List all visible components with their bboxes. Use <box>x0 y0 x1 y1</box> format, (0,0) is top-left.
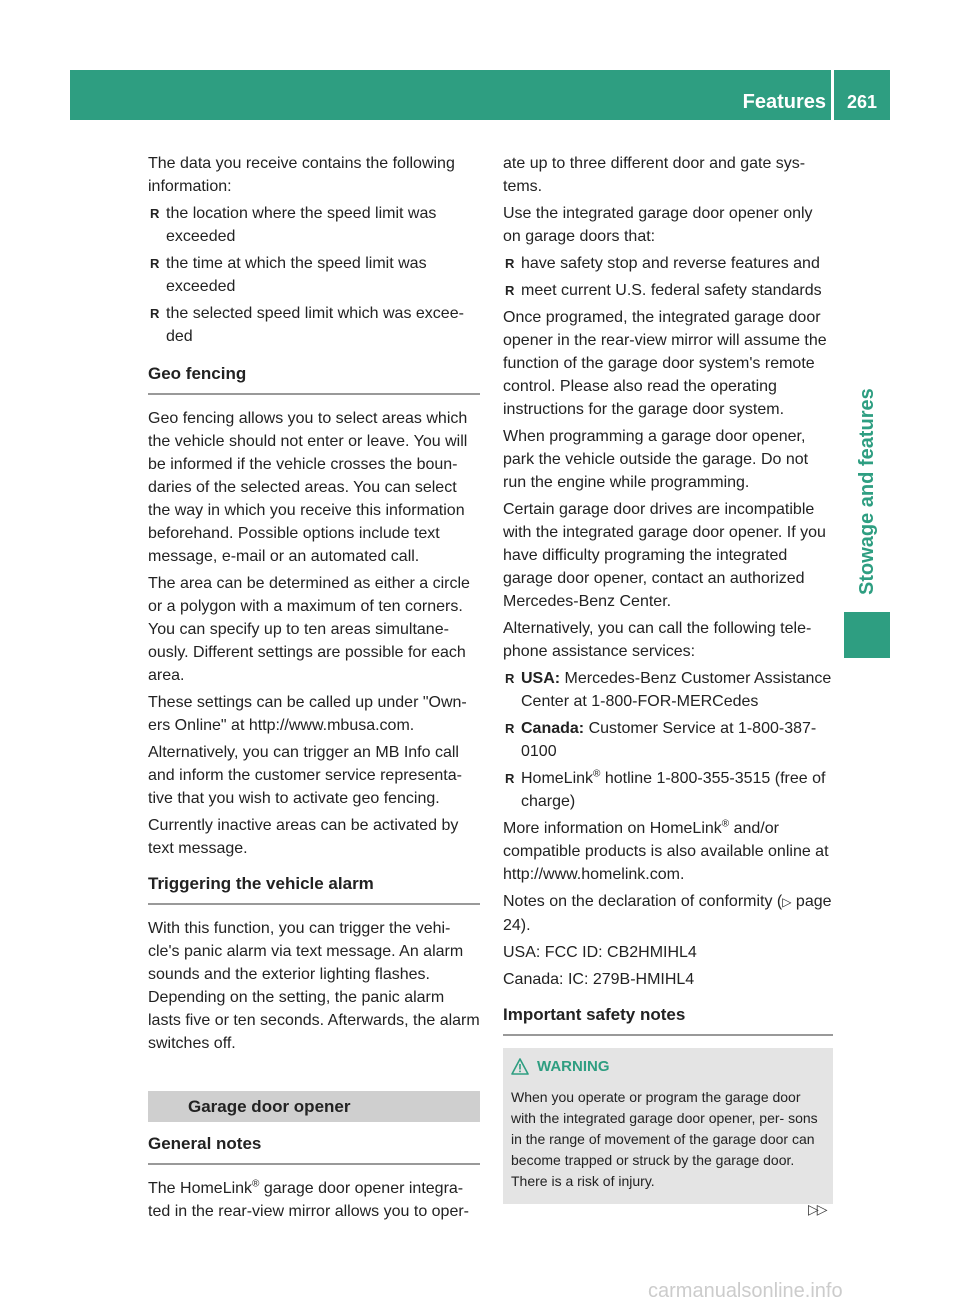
paragraph: Use the integrated garage door opener only on garage doors that: <box>503 205 813 245</box>
paragraph: Currently inactive areas can be activated by text message. <box>148 817 459 857</box>
watermark: carmanualsonline.info <box>648 1280 843 1302</box>
safety-notes-heading: Important safety notes <box>503 1005 686 1024</box>
warning-icon <box>511 1058 529 1081</box>
list-item: R meet current U.S. federal safety standards <box>505 282 822 299</box>
list-item: R USA: Mercedes-Benz Customer Assistance Center at 1-800-FOR-MERCedes <box>505 670 832 710</box>
divider <box>148 903 480 905</box>
paragraph: These settings can be called up under "Own- ers Online" at http://www.mbusa.com. <box>148 694 467 734</box>
paragraph: More information on HomeLink® and/or compatible products is also available online at http://www.homelink.com. <box>503 818 829 883</box>
left-column <box>148 152 480 1227</box>
warning-title: WARNING <box>537 1058 610 1075</box>
section-title: Features <box>742 91 826 113</box>
paragraph: The HomeLink® garage door opener integra- ted in the rear-view mirror allows you to oper- <box>148 1178 470 1220</box>
intro-text: The data you receive contains the following information: <box>148 155 455 195</box>
page-ref-arrow-icon: ▷ <box>782 895 792 909</box>
page-number: 261 <box>846 92 878 112</box>
paragraph: Canada: IC: 279B-HMIHL4 <box>503 971 695 988</box>
side-tab-marker <box>844 612 890 658</box>
paragraph: Alternatively, you can trigger an MB Info call and inform the customer service representa- tive that you wish to activate geo fencing. <box>148 744 462 807</box>
list-item: R the time at which the speed limit was exceeded <box>150 255 427 295</box>
paragraph: The area can be determined as either a circle or a polygon with a maximum of ten corners. You can specify up to ten areas simultane- ously. Different settings are possible for each area. <box>148 575 470 684</box>
garage-door-opener-heading: Garage door opener <box>148 1091 480 1122</box>
list-item: R HomeLink® hotline 1-800-355-3515 (free of charge) <box>505 768 826 810</box>
warning-header <box>511 1056 825 1081</box>
paragraph: USA: FCC ID: CB2HMIHL4 <box>503 944 697 961</box>
continue-arrows-icon: ▷▷ <box>808 1201 826 1217</box>
paragraph: When programming a garage door opener, park the vehicle outside the garage. Do not run the engine while programming. <box>503 428 809 491</box>
general-notes-heading: General notes <box>148 1134 262 1153</box>
list-item: R the selected speed limit which was excee- ded <box>150 305 464 345</box>
list-item: R the location where the speed limit was exceeded <box>150 205 437 245</box>
paragraph: With this function, you can trigger the vehi- cle's panic alarm via text message. An alarm sounds and the exterior lighting flashes. Depending on the setting, the panic alarm lasts five or ten seconds. Afterwards, the alarm switches off. <box>148 920 480 1052</box>
paragraph: ate up to three different door and gate sys- tems. <box>503 155 806 195</box>
list-item: R Canada: Customer Service at 1-800-387-0100 <box>505 720 817 760</box>
divider <box>503 1034 833 1036</box>
paragraph: Alternatively, you can call the following tele- phone assistance services: <box>503 620 812 660</box>
divider <box>148 393 480 395</box>
geo-fencing-heading: Geo fencing <box>148 364 247 383</box>
paragraph: Notes on the declaration of conformity (▷ page 24). <box>503 893 832 934</box>
side-tab-label: Stowage and features <box>856 388 878 595</box>
right-column <box>503 152 833 1204</box>
list-item: R have safety stop and reverse features and <box>505 255 820 272</box>
warning-text: When you operate or program the garage door with the integrated garage door opener, per- sons in the range of movement of the garage door can become trapped or struck by the garage door. There is a risk of injury. <box>511 1089 818 1189</box>
paragraph: Geo fencing allows you to select areas which the vehicle should not enter or leave. You will be informed if the vehicle crosses the boun- daries of the selected areas. You can select the way in which you receive this information beforehand. Possible options include text message, e-mail or an automated call. <box>148 410 468 565</box>
paragraph: Certain garage door drives are incompatible with the integrated garage door opener. If you have difficulty programing the integrated garage door opener, contact an authorized Mercedes-Benz Center. <box>503 501 826 610</box>
vehicle-alarm-heading: Triggering the vehicle alarm <box>148 874 374 893</box>
warning-box <box>503 1048 833 1204</box>
divider <box>148 1163 480 1165</box>
paragraph: Once programed, the integrated garage door opener in the rear-view mirror will assume the function of the garage door system's remote control. Please also read the operating instructions for the garage door system. <box>503 309 827 418</box>
